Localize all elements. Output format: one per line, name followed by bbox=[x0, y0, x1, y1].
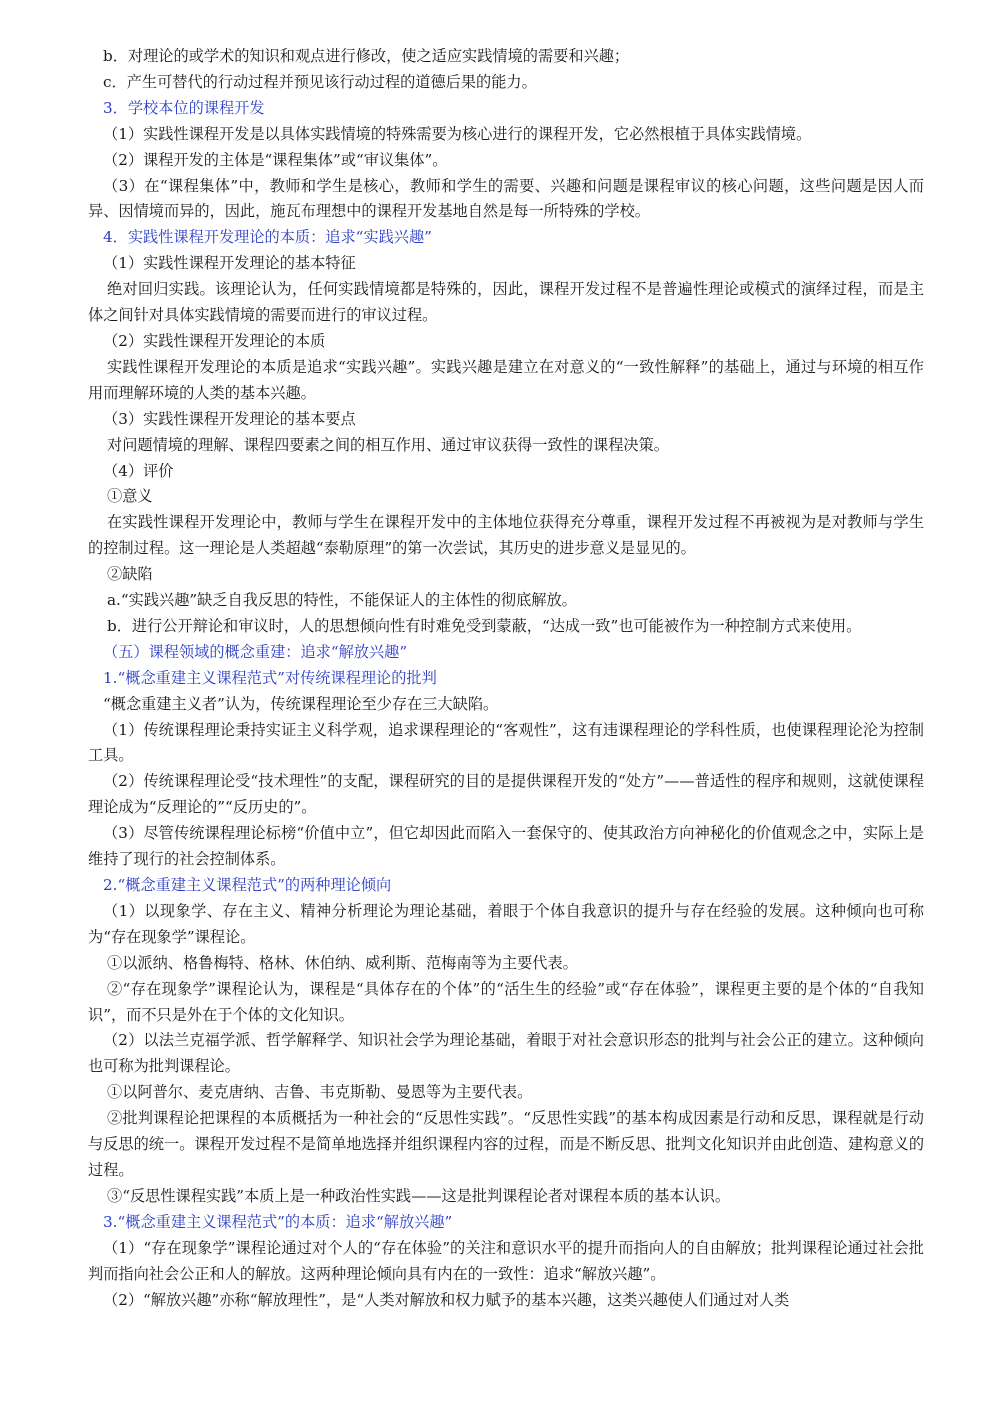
paragraph: 在实践性课程开发理论中，教师与学生在课程开发中的主体地位获得充分尊重，课程开发过程不再被视为是对教师与学生的控制过程。这一理论是人类超越“泰勒原理”的第一次尝试，其历史的进步意义是显见的。 bbox=[88, 513, 924, 558]
section-heading: （五）课程领域的概念重建：追求“解放兴趣” bbox=[103, 642, 408, 661]
paragraph: ③“反思性课程实践”本质上是一种政治性实践——这是批判课程论者对课程本质的基本认识。 bbox=[107, 1186, 731, 1205]
paragraph: ①意义 bbox=[107, 487, 153, 506]
paragraph: （1）以现象学、存在主义、精神分析理论为理论基础，着眼于个体自我意识的提升与存在经验的发展。这种倾向也可称为“存在现象学”课程论。 bbox=[88, 901, 924, 946]
paragraph: （1）实践性课程开发理论的基本特征 bbox=[103, 254, 356, 273]
paragraph: （1）实践性课程开发是以具体实践情境的特殊需要为核心进行的课程开发，它必然根植于具体实践情境。 bbox=[103, 124, 812, 143]
paragraph: （4）评价 bbox=[103, 461, 174, 480]
document-body bbox=[88, 44, 924, 1313]
paragraph: （1）传统课程理论秉持实证主义科学观，追求课程理论的“客观性”，这有违课程理论的学科性质，也使课程理论沦为控制工具。 bbox=[88, 720, 924, 765]
section-heading: 3．学校本位的课程开发 bbox=[103, 98, 265, 117]
paragraph: （2）课程开发的主体是“课程集体”或“审议集体”。 bbox=[103, 150, 448, 169]
paragraph: 对问题情境的理解、课程四要素之间的相互作用、通过审议获得一致性的课程决策。 bbox=[107, 435, 669, 454]
paragraph: （2）传统课程理论受“技术理性”的支配，课程研究的目的是提供课程开发的“处方”——普适性的程序和规则，这就使课程理论成为“反理论的”“反历史的”。 bbox=[88, 772, 924, 817]
paragraph: ①以派纳、格鲁梅特、格林、休伯纳、威利斯、范梅南等为主要代表。 bbox=[107, 953, 578, 972]
paragraph: （3）实践性课程开发理论的基本要点 bbox=[103, 409, 356, 428]
paragraph: ①以阿普尔、麦克唐纳、吉鲁、韦克斯勒、曼恩等为主要代表。 bbox=[107, 1083, 533, 1102]
paragraph: （1）“存在现象学”课程论通过对个人的“存在体验”的关注和意识水平的提升而指向人的自由解放；批判课程论通过社会批判而指向社会公正和人的解放。这两种理论倾向具有内在的一致性：追求“解放兴趣”。 bbox=[88, 1238, 924, 1283]
paragraph: 实践性课程开发理论的本质是追求“实践兴趣”。实践兴趣是建立在对意义的“一致性解释”的基础上，通过与环境的相互作用而理解环境的人类的基本兴趣。 bbox=[88, 357, 924, 402]
paragraph: c．产生可替代的行动过程并预见该行动过程的道德后果的能力。 bbox=[103, 72, 537, 91]
paragraph: （3）尽管传统课程理论标榜“价值中立”，但它却因此而陷入一套保守的、使其政治方向神秘化的价值观念之中，实际上是维持了现行的社会控制体系。 bbox=[88, 824, 924, 869]
paragraph: ②缺陷 bbox=[107, 565, 153, 584]
paragraph: a.“实践兴趣”缺乏自我反思的特性，不能保证人的主体性的彻底解放。 bbox=[107, 591, 577, 610]
section-heading: 3.“概念重建主义课程范式”的本质：追求“解放兴趣” bbox=[103, 1212, 453, 1231]
paragraph: 绝对回归实践。该理论认为，任何实践情境都是特殊的，因此，课程开发过程不是普遍性理论或模式的演绎过程，而是主体之间针对具体实践情境的需要而进行的审议过程。 bbox=[88, 280, 924, 325]
paragraph: （3）在“课程集体”中，教师和学生是核心，教师和学生的需要、兴趣和问题是课程审议的核心问题，这些问题是因人而异、因情境而异的，因此，施瓦布理想中的课程开发基地自然是每一所特殊的学校。 bbox=[88, 176, 924, 221]
paragraph: b．对理论的或学术的知识和观点进行修改，使之适应实践情境的需要和兴趣； bbox=[103, 47, 630, 65]
paragraph: （2）实践性课程开发理论的本质 bbox=[103, 331, 326, 350]
section-heading: 2.“概念重建主义课程范式”的两种理论倾向 bbox=[103, 876, 392, 894]
paragraph: （2）“解放兴趣”亦称“解放理性”，是“人类对解放和权力赋予的基本兴趣，这类兴趣使人们通过对人类 bbox=[103, 1290, 790, 1309]
paragraph: b．进行公开辩论和审议时，人的思想倾向性有时难免受到蒙蔽，“达成一致”也可能被作为一种控制方式来使用。 bbox=[107, 616, 862, 635]
section-heading: 4．实践性课程开发理论的本质：追求“实践兴趣” bbox=[103, 228, 432, 247]
paragraph: ②“存在现象学”课程论认为，课程是“具体存在的个体”的“活生生的经验”或“存在体验”，课程更主要的是个体的“自我知识”，而不只是外在于个体的文化知识。 bbox=[88, 979, 924, 1024]
section-heading: 1.“概念重建主义课程范式”对传统课程理论的批判 bbox=[103, 668, 437, 687]
paragraph: （2）以法兰克福学派、哲学解释学、知识社会学为理论基础，着眼于对社会意识形态的批判与社会公正的建立。这种倾向也可称为批判课程论。 bbox=[88, 1031, 924, 1076]
paragraph: ②批判课程论把课程的本质概括为一种社会的“反思性实践”。“反思性实践”的基本构成因素是行动和反思，课程就是行动与反思的统一。课程开发过程不是简单地选择并组织课程内容的过程，而是不断反思、批判文化知识并由此创造、建构意义的过程。 bbox=[88, 1109, 924, 1179]
paragraph: “概念重建主义者”认为，传统课程理论至少存在三大缺陷。 bbox=[103, 694, 499, 713]
